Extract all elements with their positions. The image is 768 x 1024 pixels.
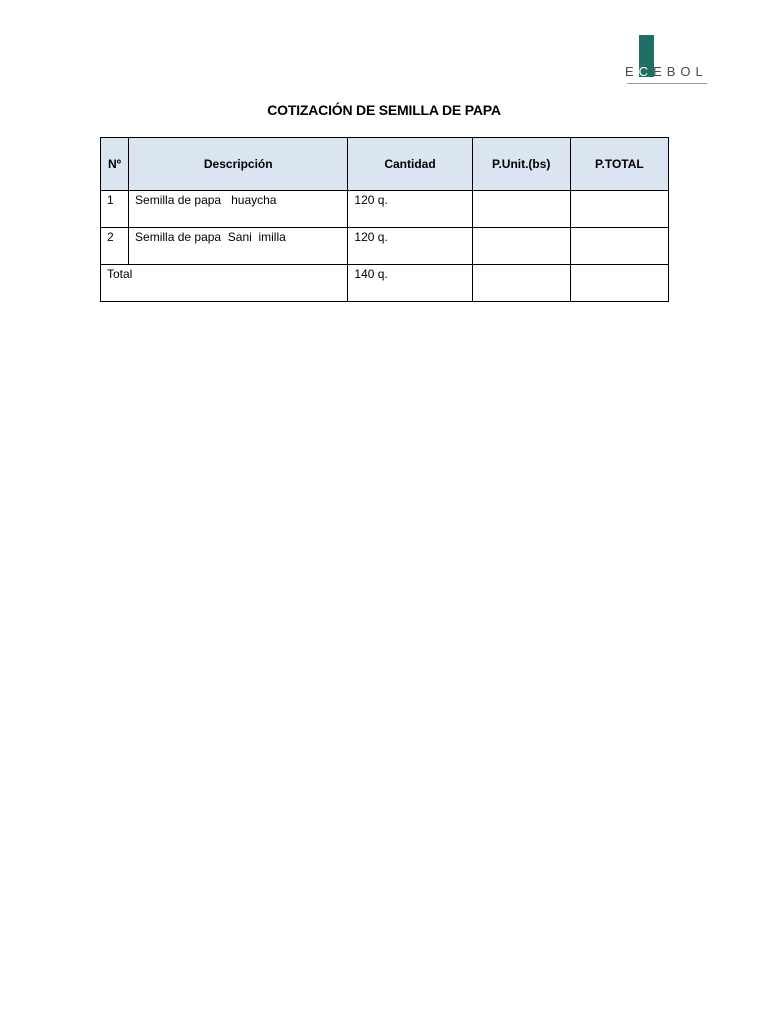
company-logo bbox=[625, 35, 715, 90]
header-cantidad: Cantidad bbox=[348, 138, 472, 191]
header-num: Nº bbox=[101, 138, 129, 191]
quote-table bbox=[100, 137, 669, 302]
cell-descripcion: Semilla de papa huaycha bbox=[129, 191, 348, 228]
cell-ptotal bbox=[570, 228, 668, 265]
logo-tagline bbox=[627, 83, 707, 84]
table-total-row bbox=[101, 265, 669, 302]
total-cantidad: 140 q. bbox=[348, 265, 472, 302]
cell-ptotal bbox=[570, 191, 668, 228]
cell-cantidad: 120 q. bbox=[348, 191, 472, 228]
logo-letter-c: C bbox=[638, 64, 654, 79]
cell-descripcion: Semilla de papa Sani imilla bbox=[129, 228, 348, 265]
cell-punit bbox=[472, 191, 570, 228]
table-header-row bbox=[101, 138, 669, 191]
total-label: Total bbox=[101, 265, 348, 302]
logo-letters-ebol: EBOL bbox=[653, 64, 708, 79]
header-descripcion: Descripción bbox=[129, 138, 348, 191]
header-punit: P.Unit.(bs) bbox=[472, 138, 570, 191]
document-title: COTIZACIÓN DE SEMILLA DE PAPA bbox=[267, 102, 501, 118]
table-row bbox=[101, 191, 669, 228]
logo-letter-e: E bbox=[625, 64, 639, 79]
cell-punit bbox=[472, 228, 570, 265]
cell-num: 2 bbox=[101, 228, 129, 265]
cell-cantidad: 120 q. bbox=[348, 228, 472, 265]
header-ptotal: P.TOTAL bbox=[570, 138, 668, 191]
total-ptotal bbox=[570, 265, 668, 302]
logo-text bbox=[625, 64, 708, 79]
total-punit bbox=[472, 265, 570, 302]
cell-num: 1 bbox=[101, 191, 129, 228]
table-row bbox=[101, 228, 669, 265]
